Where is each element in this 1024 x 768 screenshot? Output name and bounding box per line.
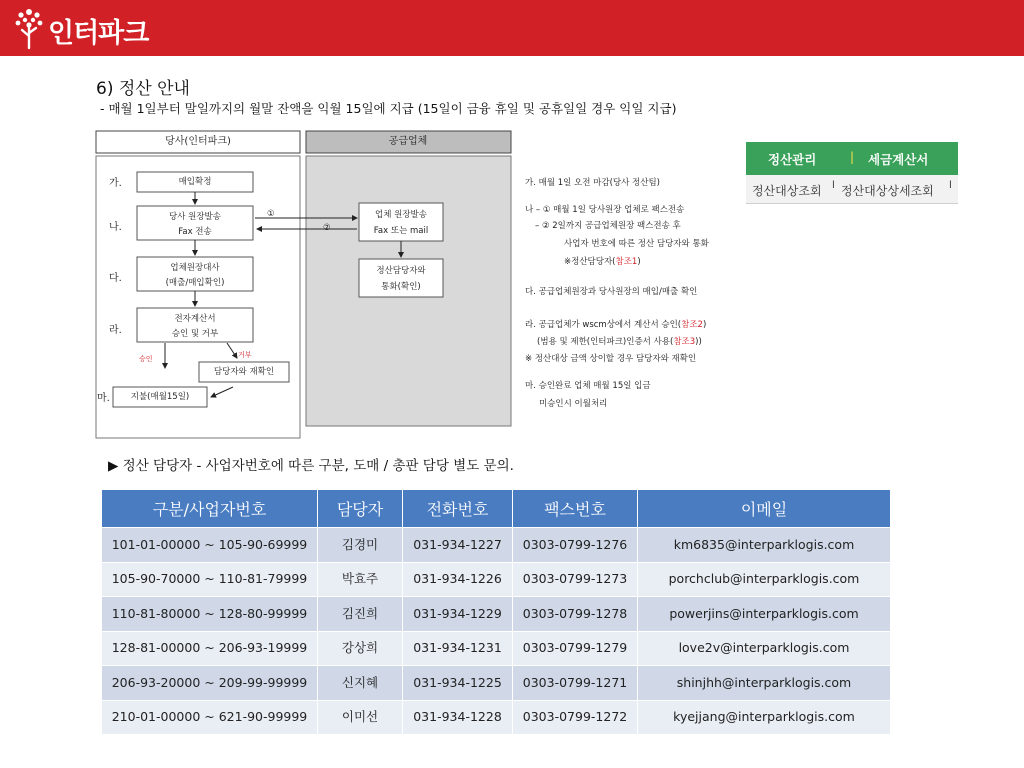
box-vendor-ledger-send: 업체 원장발송 — [375, 210, 427, 220]
note-line: ※ 정산대상 금액 상이할 경우 담당자와 재확인 — [525, 354, 697, 364]
subtab-settlement-detail[interactable]: 정산대상상세조회 — [841, 184, 934, 198]
cell-range: 128-81-00000 ~ 206-93-19999 — [102, 631, 318, 666]
right-column-header: 공급업체 — [388, 136, 428, 147]
step-label-ra: 라. — [109, 325, 122, 336]
table-row — [102, 666, 891, 701]
subtab-separator: l — [832, 180, 835, 191]
box-vendor-fax-mail: Fax 또는 mail — [373, 226, 429, 236]
table-row — [102, 562, 891, 597]
cell-fax: 0303-0799-1273 — [513, 562, 638, 597]
note-line: 다. 공급업체원장과 당사원장의 매입/매출 확인 — [525, 287, 698, 297]
cell-phone: 031-934-1228 — [403, 700, 513, 735]
table-row — [102, 700, 891, 735]
cell-email[interactable]: km6835@interparklogis.com — [638, 528, 891, 563]
cell-range: 105-90-70000 ~ 110-81-79999 — [102, 562, 318, 597]
cell-manager: 김진희 — [318, 597, 403, 632]
box-reconcile-detail: (매출/매입확인) — [165, 278, 225, 288]
note-line: – ② 2일까지 공급업체원장 팩스전송 후 — [535, 221, 681, 231]
table-row — [102, 528, 891, 563]
cell-phone: 031-934-1227 — [403, 528, 513, 563]
box-invoice: 전자계산서 — [174, 314, 216, 324]
table-header-row — [102, 490, 891, 528]
cell-phone: 031-934-1225 — [403, 666, 513, 701]
box-ledger-send: 당사 원장발송 — [169, 212, 221, 222]
cell-range: 110-81-80000 ~ 128-80-99999 — [102, 597, 318, 632]
sub-tab-bar — [746, 175, 958, 204]
box-invoice-approve: 승인 및 거부 — [171, 329, 219, 339]
cell-manager: 강상희 — [318, 631, 403, 666]
col-header-email: 이메일 — [638, 490, 891, 528]
box-recheck: 담당자와 재확인 — [213, 367, 275, 377]
tab-bar — [746, 142, 958, 175]
col-header-phone: 전화번호 — [403, 490, 513, 528]
step-label-da: 다. — [109, 273, 122, 284]
box-purchase-confirm: 매입확정 — [178, 177, 212, 187]
col-header-range: 구분/사업자번호 — [102, 490, 318, 528]
step-label-ga: 가. — [109, 178, 122, 189]
reject-label: 거부 — [238, 351, 252, 359]
cell-fax: 0303-0799-1279 — [513, 631, 638, 666]
cell-fax: 0303-0799-1276 — [513, 528, 638, 563]
settlement-menu-tabs — [746, 142, 958, 204]
note-line: 라. 공급업체가 wscm상에서 계산서 승인(참조2) — [525, 320, 707, 330]
subtab-separator: l — [949, 180, 952, 191]
note-line: 나 – ① 매월 1일 당사원장 업체로 팩스전송 — [525, 205, 685, 215]
logo-text: 인터파크 — [48, 17, 149, 49]
cell-email[interactable]: powerjins@interparklogis.com — [638, 597, 891, 632]
box-vendor-contact: 정산담당자와 — [376, 266, 426, 276]
box-payment: 지불(매월15일) — [130, 392, 190, 402]
contact-note: ▶ 정산 담당자 - 사업자번호에 따른 구분, 도매 / 총판 담당 별도 문의. — [108, 458, 514, 474]
table-row — [102, 597, 891, 632]
cell-phone: 031-934-1229 — [403, 597, 513, 632]
cell-email[interactable]: kyejjang@interparklogis.com — [638, 700, 891, 735]
cell-phone: 031-934-1231 — [403, 631, 513, 666]
note-line: (범용 및 제한(인터파크)인증서 사용(참조3)) — [537, 337, 702, 347]
cell-manager: 김경미 — [318, 528, 403, 563]
cell-manager: 이미선 — [318, 700, 403, 735]
top-banner — [0, 0, 1024, 56]
cell-email[interactable]: shinjhh@interparklogis.com — [638, 666, 891, 701]
step-label-na: 나. — [109, 222, 122, 233]
box-reconcile: 업체원장대사 — [170, 263, 220, 273]
tab-separator: | — [850, 150, 855, 164]
contacts-table — [101, 489, 891, 735]
box-vendor-call-confirm: 통화(확인) — [381, 282, 421, 292]
settlement-flow-diagram — [95, 130, 735, 440]
note-line: 가. 매월 1일 오전 마감(당사 정산팀) — [525, 178, 660, 188]
tab-settlement-management[interactable]: 정산관리 — [768, 152, 817, 167]
approve-label: 승인 — [139, 355, 153, 363]
interpark-logo[interactable] — [12, 5, 148, 51]
cell-fax: 0303-0799-1271 — [513, 666, 638, 701]
cell-range: 206-93-20000 ~ 209-99-99999 — [102, 666, 318, 701]
cell-fax: 0303-0799-1278 — [513, 597, 638, 632]
note-line: 사업자 번호에 따른 정산 담당자와 통화 — [564, 239, 709, 249]
tab-tax-invoice[interactable]: 세금계산서 — [868, 152, 929, 167]
section-title: 6) 정산 안내 — [96, 79, 190, 99]
subtab-settlement-target[interactable]: 정산대상조회 — [752, 184, 822, 198]
arrow-label-1: ① — [267, 209, 275, 219]
cell-range: 210-01-00000 ~ 621-90-99999 — [102, 700, 318, 735]
cell-range: 101-01-00000 ~ 105-90-69999 — [102, 528, 318, 563]
left-column-header: 당사(인터파크) — [165, 136, 231, 147]
note-line: ※정산담당자(참조1) — [564, 257, 641, 267]
box-ledger-send-fax: Fax 전송 — [178, 227, 212, 237]
cell-email[interactable]: love2v@interparklogis.com — [638, 631, 891, 666]
cell-manager: 신지혜 — [318, 666, 403, 701]
section-description: - 매월 1일부터 말일까지의 월말 잔액을 익월 15일에 지급 (15일이 금융 휴일 및 공휴일일 경우 익일 지급) — [100, 101, 677, 116]
note-line: 미승인시 이월처리 — [539, 399, 608, 409]
cell-phone: 031-934-1226 — [403, 562, 513, 597]
table-row — [102, 631, 891, 666]
cell-fax: 0303-0799-1272 — [513, 700, 638, 735]
cell-manager: 박효주 — [318, 562, 403, 597]
cell-email[interactable]: porchclub@interparklogis.com — [638, 562, 891, 597]
note-line: 마. 승인완료 업체 매월 15일 입금 — [525, 381, 651, 391]
arrow-label-2: ② — [323, 223, 331, 233]
col-header-fax: 팩스번호 — [513, 490, 638, 528]
col-header-manager: 담당자 — [318, 490, 403, 528]
flower-icon — [12, 6, 46, 50]
step-label-ma: 마. — [97, 393, 110, 404]
